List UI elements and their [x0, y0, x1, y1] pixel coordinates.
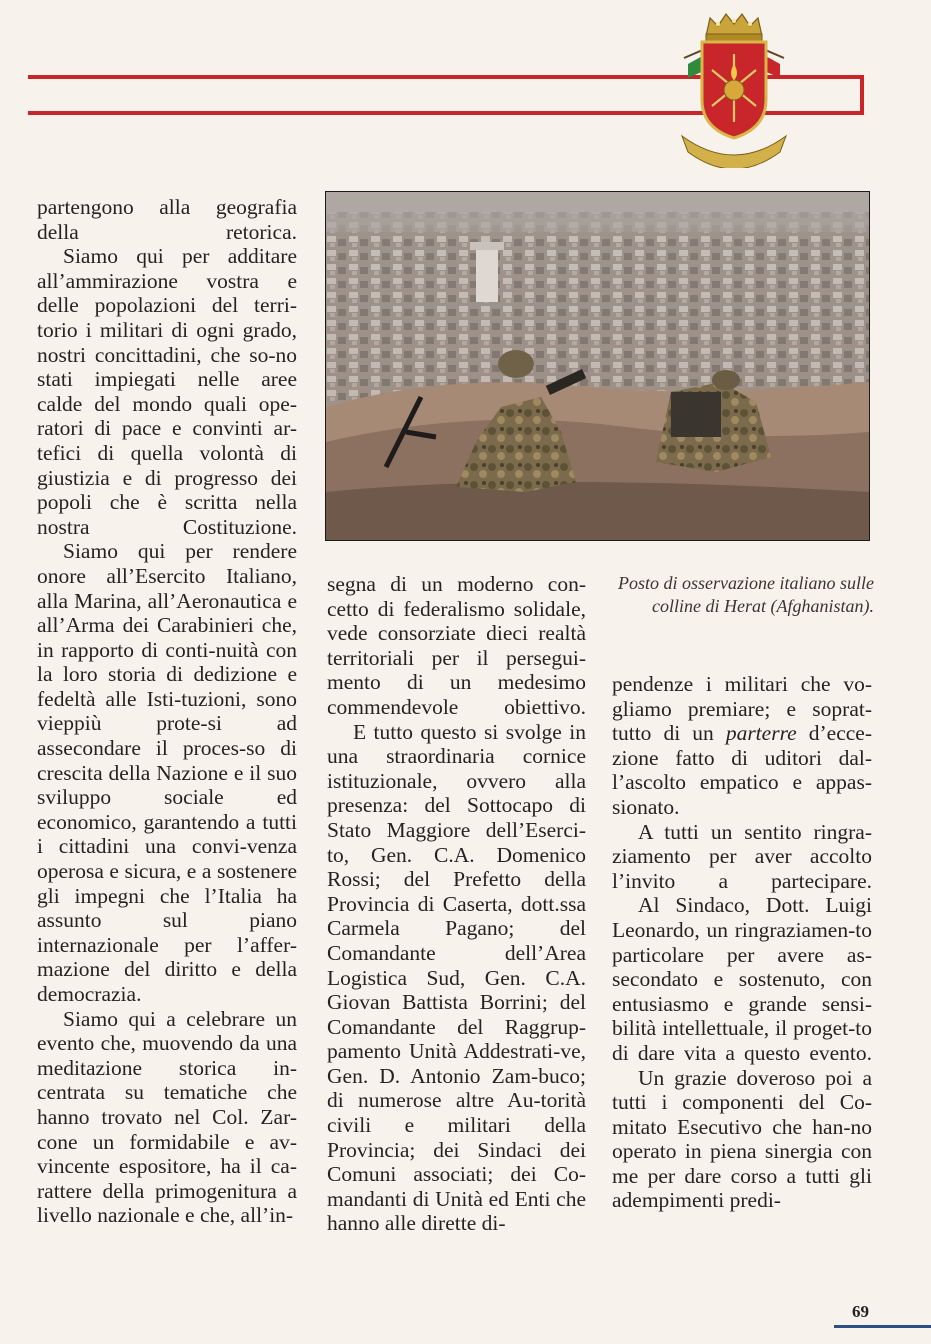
- paragraph: A tutti un sentito ringra-ziamento per aver accolto l’invito a partecipare.: [612, 819, 872, 893]
- coat-of-arms-icon: [676, 4, 792, 168]
- text-column-2: [327, 572, 586, 1236]
- paragraph: Siamo qui per additare all’ammirazione vostra e delle popolazioni del terri-torio i militari di ogni grado, nostri concittadini, che so-no stati impiegati nelle aree calde del mondo quali ope-ratori di pace e convinti ar-tefici di quella volontà di giustizia e di progresso dei popoli che è scritta nella nostra Costituzione.: [37, 244, 297, 539]
- photo-soldiers-herat: [325, 191, 870, 541]
- paragraph: segna di un moderno con-cetto di federalismo solidale, vede consorziate dieci realtà territoriali per il persegui-mento di un medesimo commendevole obiettivo.: [327, 572, 586, 719]
- footer-rule: [834, 1325, 931, 1328]
- paragraph: E tutto questo si svolge in una straordinaria cornice istituzionale, ovvero alla presenza: del Sottocapo di Stato Maggiore dell’Eserci-to, Gen. C.A. Domenico Rossi; del Prefetto della Provincia di Caserta, dott.ssa Carmela Pagano; del Comandante dell’Area Logistica Sud, Gen. C.A. Giovan Battista Borrini; del Comandante del Raggrup-pamento Unità Addestrati-ve, Gen. D. Antonio Zam-buco; di numerose altre Au-torità civili e militari della Provincia; dei Sindaci dei Comuni associati; dei Co-mandanti di Unità ed Enti che hanno alle dirette di-: [327, 719, 587, 1236]
- paragraph: Un grazie doveroso poi a tutti i componenti del Co-mitato Esecutivo che han-no operato in piena sinergia con me per dare corso a tutti gli adempimenti predi-: [612, 1065, 873, 1213]
- soldiers-on-hillside-image: [326, 192, 869, 540]
- paragraph: Siamo qui a celebrare un evento che, muovendo da una meditazione storica in-centrata su tematiche che hanno trovato nel Col. Zar-cone un formidabile e av-vincente espositore, ha il ca-rattere della primogenitura a livello nazionale e che, all’in-: [37, 1006, 297, 1228]
- text-column-3: [612, 672, 872, 1213]
- page-number: 69: [852, 1302, 869, 1321]
- paragraph: Al Sindaco, Dott. Luigi Leonardo, un ringraziamen-to particolare per avere as-secondato e sostenuto, con entusiasmo e grande sensi-bilità intellettuale, il proget-to di dare vita a questo evento.: [612, 893, 872, 1065]
- paragraph: partengono alla geografia della retorica.: [37, 195, 297, 244]
- text-column-1: [37, 195, 297, 1228]
- photo-caption: Posto di osservazione italiano sulle colline di Herat (Afghanistan).: [618, 573, 874, 616]
- paragraph: pendenze i militari che vo-gliamo premiare; e soprat- tutto di un parterre d’ecce-zione fatto di uditori dal-l’ascolto empatico e appas-sionato.: [612, 672, 872, 819]
- paragraph: Siamo qui per rendere onore all’Esercito Italiano, alla Marina, all’Aeronautica e all’Arma dei Carabinieri che, in rapporto di conti-nuità con la loro storia di dedizione e fedeltà alle Isti-tuzioni, sono vieppiù prote-si ad assecondare il proces-so di crescita della Nazione e il suo sviluppo sociale ed economico, garantendo a tutti i cittadini una convi-venza operosa e sicura, e a sostenere gli impegni che l’Italia ha assunto sul piano internazionale per l’affer-mazione del diritto e della democrazia.: [37, 539, 298, 1006]
